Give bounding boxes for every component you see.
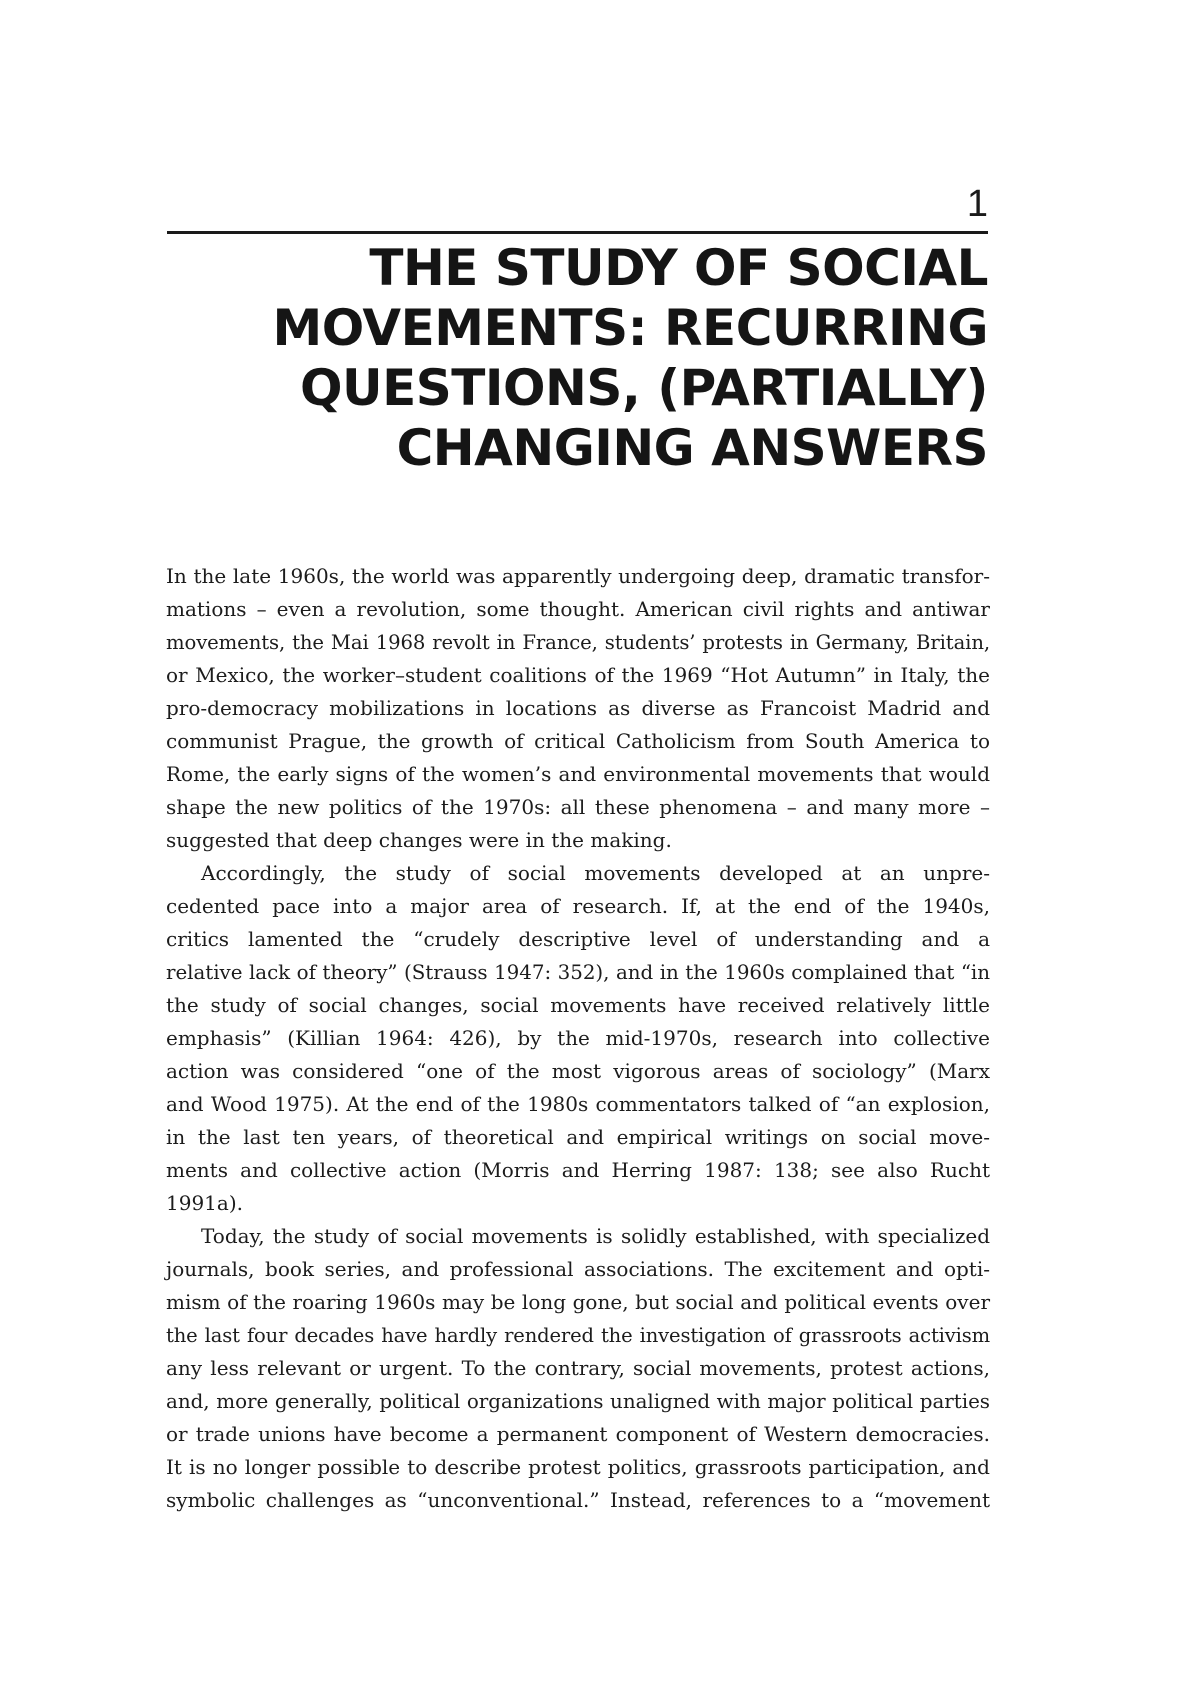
text-line: critics lamented the “crudely descriptive level of understanding and a (166, 927, 990, 951)
text-line: or trade unions have become a permanent component of Western democracies. (166, 1422, 990, 1446)
text-line: mism of the roaring 1960s may be long gone, but social and political events over (166, 1290, 990, 1314)
chapter-title-line: MOVEMENTS: RECURRING (272, 299, 988, 357)
paragraph-1 (166, 560, 990, 857)
text-line: shape the new politics of the 1970s: all these phenomena – and many more – (166, 795, 990, 819)
text-line: In the late 1960s, the world was apparently undergoing deep, dramatic transfor- (166, 564, 990, 588)
text-line: in the last ten years, of theoretical and empirical writings on social move- (166, 1125, 990, 1149)
body-text (166, 560, 990, 1517)
text-line: relative lack of theory” (Strauss 1947: 352), and in the 1960s complained that “in (166, 961, 990, 984)
text-line: pro-democracy mobilizations in locations as diverse as Francoist Madrid and (166, 696, 990, 720)
text-line: ments and collective action (Morris and Herring 1987: 138; see also Rucht (166, 1158, 990, 1182)
text-line: the last four decades have hardly rendered the investigation of grassroots activism (166, 1324, 990, 1347)
chapter-title-line: THE STUDY OF SOCIAL (369, 239, 988, 297)
chapter-heading-rule (167, 231, 988, 234)
text-line: and, more generally, political organizations unaligned with major political parties (166, 1390, 990, 1413)
text-line: suggested that deep changes were in the making. (166, 828, 672, 852)
text-line: or Mexico, the worker–student coalitions of the 1969 “Hot Autumn” in Italy, the (166, 663, 990, 687)
text-line: Rome, the early signs of the women’s and environmental movements that would (166, 762, 990, 786)
text-line: cedented pace into a major area of research. If, at the end of the 1940s, (166, 894, 990, 918)
text-line: mations – even a revolution, some thought. American civil rights and antiwar (166, 597, 990, 621)
text-line: communist Prague, the growth of critical Catholicism from South America to (166, 729, 990, 753)
text-line: emphasis” (Killian 1964: 426), by the mid-1970s, research into collective (166, 1026, 990, 1050)
chapter-number: 1 (966, 183, 988, 225)
text-line: Today, the study of social movements is solidly established, with specialized (201, 1224, 990, 1248)
paragraph-3 (166, 1220, 990, 1517)
text-line: It is no longer possible to describe protest politics, grassroots participation, and (166, 1455, 990, 1479)
chapter-title-line: QUESTIONS, (PARTIALLY) (300, 359, 988, 417)
paragraph-2 (166, 857, 990, 1220)
text-line: action was considered “one of the most vigorous areas of sociology” (Marx (166, 1059, 990, 1083)
text-line: any less relevant or urgent. To the contrary, social movements, protest actions, (166, 1356, 990, 1380)
text-line: journals, book series, and professional associations. The excitement and opti- (166, 1257, 990, 1281)
text-line: and Wood 1975). At the end of the 1980s commentators talked of “an explosion, (166, 1092, 990, 1116)
chapter-title-line: CHANGING ANSWERS (396, 419, 988, 477)
text-line: the study of social changes, social movements have received relatively little (166, 993, 990, 1017)
text-line: symbolic challenges as “unconventional.” Instead, references to a “movement (166, 1488, 990, 1512)
chapter-title (167, 238, 988, 478)
text-line: movements, the Mai 1968 revolt in France, students’ protests in Germany, Britain, (166, 631, 990, 654)
text-line: Accordingly, the study of social movements developed at an unpre- (201, 861, 990, 885)
text-line: 1991a). (166, 1191, 243, 1215)
